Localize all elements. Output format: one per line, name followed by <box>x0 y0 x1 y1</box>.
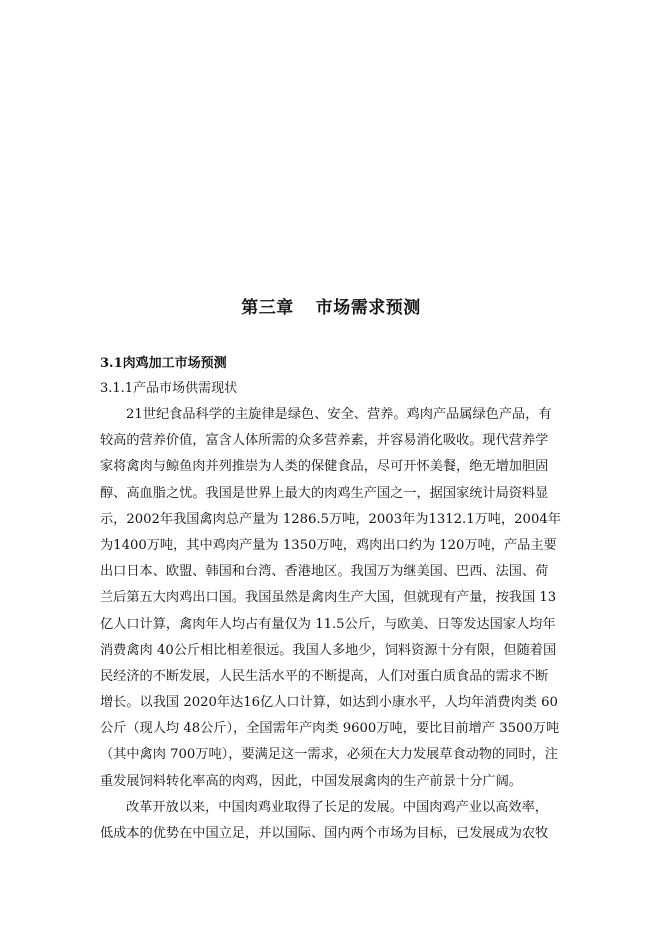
paragraph-line: （其中禽肉 700万吨），要满足这一需求，必须在大力发展草食动物的同时，注 <box>100 747 558 763</box>
paragraph-supply-demand <box>100 402 561 795</box>
paragraph-line: 公斤（现人均 48公斤），全国需年产肉类 9600万吨，要比目前增产 3500万吨 <box>100 721 560 737</box>
paragraph-line: 低成本的优势在中国立足，并以国际、国内两个市场为目标，已发展成为农牧 <box>100 826 549 842</box>
paragraph-line: 醇、高血脂之忧。我国是世界上最大的肉鸡生产国之一，据国家统计局资料显 <box>100 485 549 501</box>
paragraph-line: 兰后第五大肉鸡出口国。我国虽然是禽肉生产大国，但就现有产量，按我国 13 <box>100 590 557 606</box>
chapter-name: 市场需求预测 <box>315 298 421 318</box>
paragraph-line: 改革开放以来，中国肉鸡业取得了长足的发展。中国肉鸡产业以高效率， <box>126 800 548 815</box>
paragraph-line: 亿人口计算，禽肉年人均占有量仅为 11.5公斤，与欧美、日等发达国家人均年 <box>100 616 556 632</box>
paragraph-line: 21世纪食品科学的主旋律是绿色、安全、营养。鸡肉产品属绿色产品，有 <box>126 407 552 422</box>
paragraph-line: 示，2002年我国禽肉总产量为 1286.5万吨，2003年为1312.1万吨，2004年 <box>100 511 561 527</box>
paragraph-line: 家将禽肉与鲸鱼肉并列推崇为人类的保健食品，尽可开怀美餐，绝无增加胆固 <box>100 459 549 475</box>
paragraph-line: 较高的营养价值，富含人体所需的众多营养素，并容易消化吸收。现代营养学 <box>100 433 549 449</box>
section-heading: 3.1肉鸡加工市场预测 <box>100 356 227 371</box>
chapter-number: 第三章 <box>241 298 294 318</box>
subsection-heading: 3.1.1产品市场供需现状 <box>100 381 238 396</box>
paragraph-line: 重发展饲料转化率高的肉鸡，因此，中国发展禽肉的生产前景十分广阔。 <box>100 773 522 789</box>
paragraph-industry-development <box>100 795 549 847</box>
paragraph-line: 消费禽肉 40公斤相比相差很远。我国人多地少，饲料资源十分有限，但随着国 <box>100 642 557 658</box>
chapter-title <box>0 293 662 318</box>
paragraph-line: 出口日本、欧盟、韩国和台湾、香港地区。我国万为继美国、巴西、法国、荷 <box>100 564 549 580</box>
paragraph-line: 增长。以我国 2020年达16亿人口计算，如达到小康水平，人均年消费肉类 60 <box>100 695 558 711</box>
paragraph-line: 民经济的不断发展，人民生活水平的不断提高，人们对蛋白质食品的需求不断 <box>100 668 549 684</box>
paragraph-line: 为1400万吨，其中鸡肉产量为 1350万吨，鸡肉出口约为 120万吨，产品主要 <box>100 537 557 553</box>
